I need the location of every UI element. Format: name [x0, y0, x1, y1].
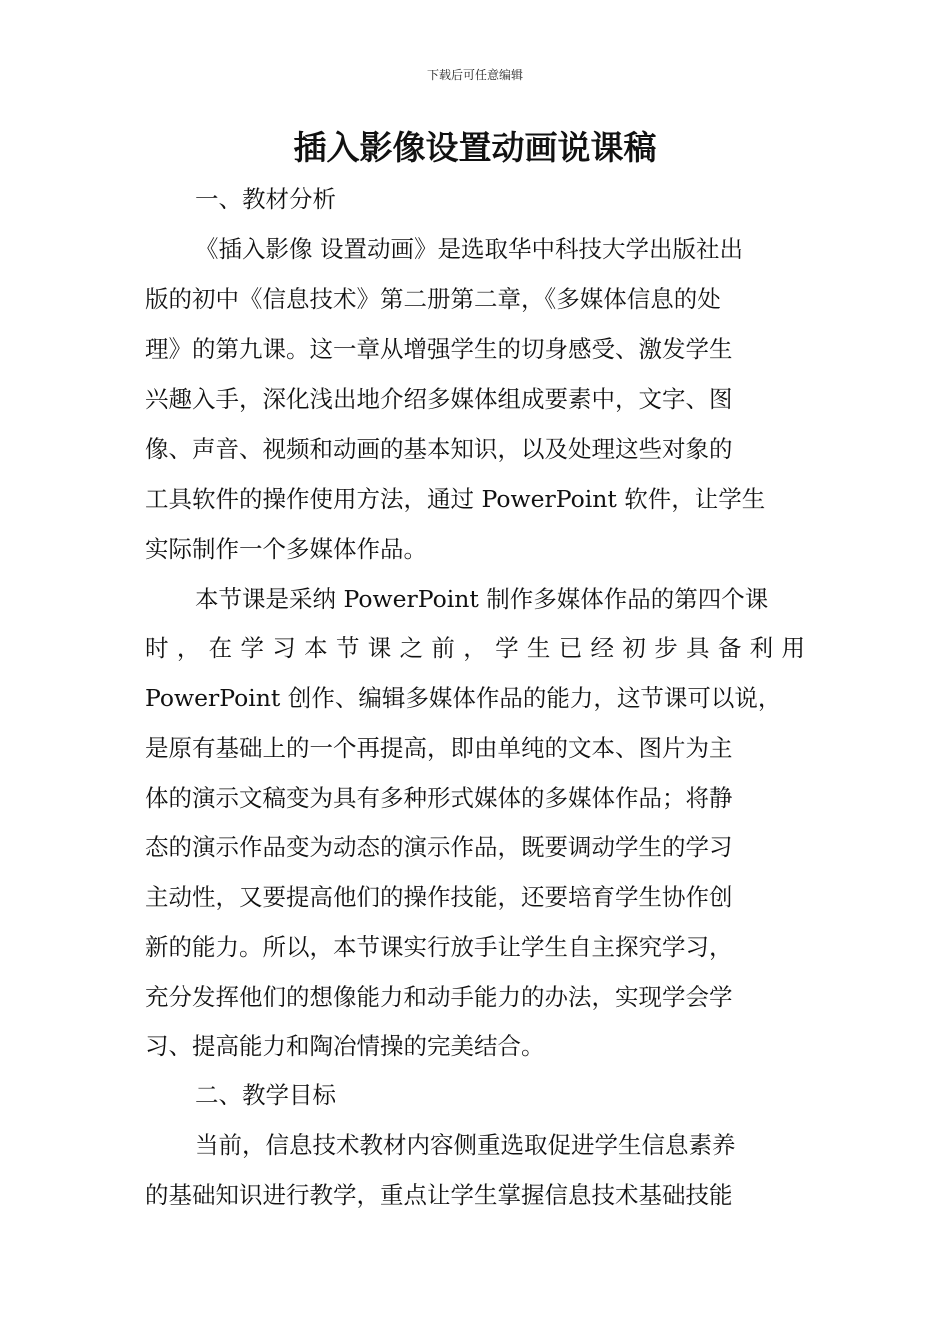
paragraph-line: 态的演示作品变为动态的演示作品，既要调动学生的学习 — [145, 833, 733, 861]
paragraph-line: 当前，信息技术教材内容侧重选取促进学生信息素养 — [195, 1131, 736, 1159]
paragraph-line: 是原有基础上的一个再提高，即由单纯的文本、图片为主 — [145, 734, 733, 762]
paragraph-line: 充分发挥他们的想像能力和动手能力的办法，实现学会学 — [145, 983, 733, 1011]
paragraph-line: 本节课是采纳 PowerPoint 制作多媒体作品的第四个课 — [195, 585, 769, 613]
header-note: 下载后可任意编辑 — [426, 68, 523, 82]
page-title: 插入影像设置动画说课稿 — [293, 128, 657, 167]
paragraph-line: 主动性，又要提高他们的操作技能，还要培育学生协作创 — [145, 883, 733, 911]
paragraph-line: 实际制作一个多媒体作品。 — [145, 535, 427, 563]
paragraph-line: 时，在学习本节课之前，学生已经初步具备利用 — [145, 634, 805, 662]
paragraph-line: PowerPoint 创作、编辑多媒体作品的能力，这节课可以说， — [145, 684, 782, 712]
paragraph-line: 理》的第九课。这一章从增强学生的切身感受、激发学生 — [145, 335, 733, 363]
paragraph-line: 习、提高能力和陶冶情操的完美结合。 — [145, 1032, 545, 1060]
paragraph-line: 的基础知识进行教学，重点让学生掌握信息技术基础技能 — [145, 1181, 733, 1209]
section-heading: 二、教学目标 — [195, 1081, 336, 1109]
paragraph-line: 体的演示文稿变为具有多种形式媒体的多媒体作品；将静 — [145, 784, 733, 812]
paragraph-line: 工具软件的操作使用方法，通过 PowerPoint 软件，让学生 — [145, 485, 766, 513]
paragraph-line: 版的初中《信息技术》第二册第二章，《多媒体信息的处 — [145, 285, 721, 313]
paragraph-line: 像、声音、视频和动画的基本知识，以及处理这些对象的 — [145, 435, 733, 463]
paragraph-line: 新的能力。所以，本节课实行放手让学生自主探究学习， — [145, 933, 733, 961]
section-heading: 一、教材分析 — [195, 185, 336, 213]
paragraph-line: 《插入影像 设置动画》是选取华中科技大学出版社出 — [195, 235, 743, 263]
paragraph-line: 兴趣入手，深化浅出地介绍多媒体组成要素中，文字、图 — [145, 385, 733, 413]
